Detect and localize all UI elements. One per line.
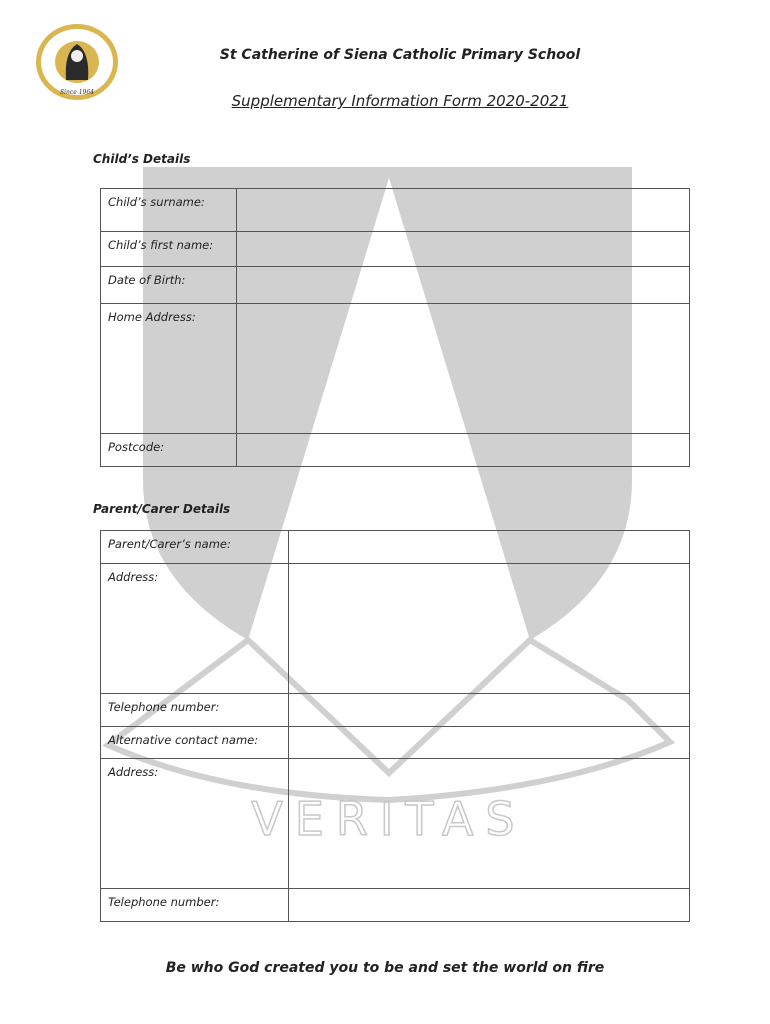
- field-label: Parent/Carer’s name:: [101, 531, 289, 564]
- parent-details-heading: Parent/Carer Details: [93, 502, 231, 516]
- field-label: Postcode:: [101, 434, 237, 467]
- alternative-contact-address-field[interactable]: [289, 759, 690, 889]
- alternative-contact-name-field[interactable]: [289, 727, 690, 759]
- table-row: [101, 889, 690, 922]
- form-title: Supplementary Information Form 2020-2021: [231, 92, 569, 110]
- school-name: St Catherine of Siena Catholic Primary School: [219, 47, 581, 63]
- table-row: [101, 531, 690, 564]
- field-label: Child’s first name:: [101, 232, 237, 267]
- table-row: [101, 304, 690, 434]
- alternative-contact-telephone-field[interactable]: [289, 889, 690, 922]
- table-row: [101, 759, 690, 889]
- field-label: Child’s surname:: [101, 189, 237, 232]
- logo-since-text: Since 1964: [60, 89, 94, 96]
- child-details-heading: Child’s Details: [93, 152, 191, 166]
- field-label: Telephone number:: [101, 889, 289, 922]
- postcode-field[interactable]: [237, 434, 690, 467]
- parent-details-table: [100, 530, 690, 922]
- child-surname-field[interactable]: [237, 189, 690, 232]
- table-row: [101, 232, 690, 267]
- table-row: [101, 564, 690, 694]
- table-row: [101, 434, 690, 467]
- parent-name-field[interactable]: [289, 531, 690, 564]
- field-label: Address:: [101, 759, 289, 889]
- home-address-field[interactable]: [237, 304, 690, 434]
- field-label: Address:: [101, 564, 289, 694]
- parent-telephone-field[interactable]: [289, 694, 690, 727]
- table-row: [101, 267, 690, 304]
- date-of-birth-field[interactable]: [237, 267, 690, 304]
- table-row: [101, 189, 690, 232]
- school-tagline: Be who God created you to be and set the world on fire: [165, 960, 605, 976]
- table-row: [101, 694, 690, 727]
- child-details-table: [100, 188, 690, 467]
- motto-text: VERITAS: [251, 792, 527, 846]
- parent-address-field[interactable]: [289, 564, 690, 694]
- field-label: Alternative contact name:: [101, 727, 289, 759]
- child-first-name-field[interactable]: [237, 232, 690, 267]
- field-label: Telephone number:: [101, 694, 289, 727]
- field-label: Home Address:: [101, 304, 237, 434]
- field-label: Date of Birth:: [101, 267, 237, 304]
- table-row: [101, 727, 690, 759]
